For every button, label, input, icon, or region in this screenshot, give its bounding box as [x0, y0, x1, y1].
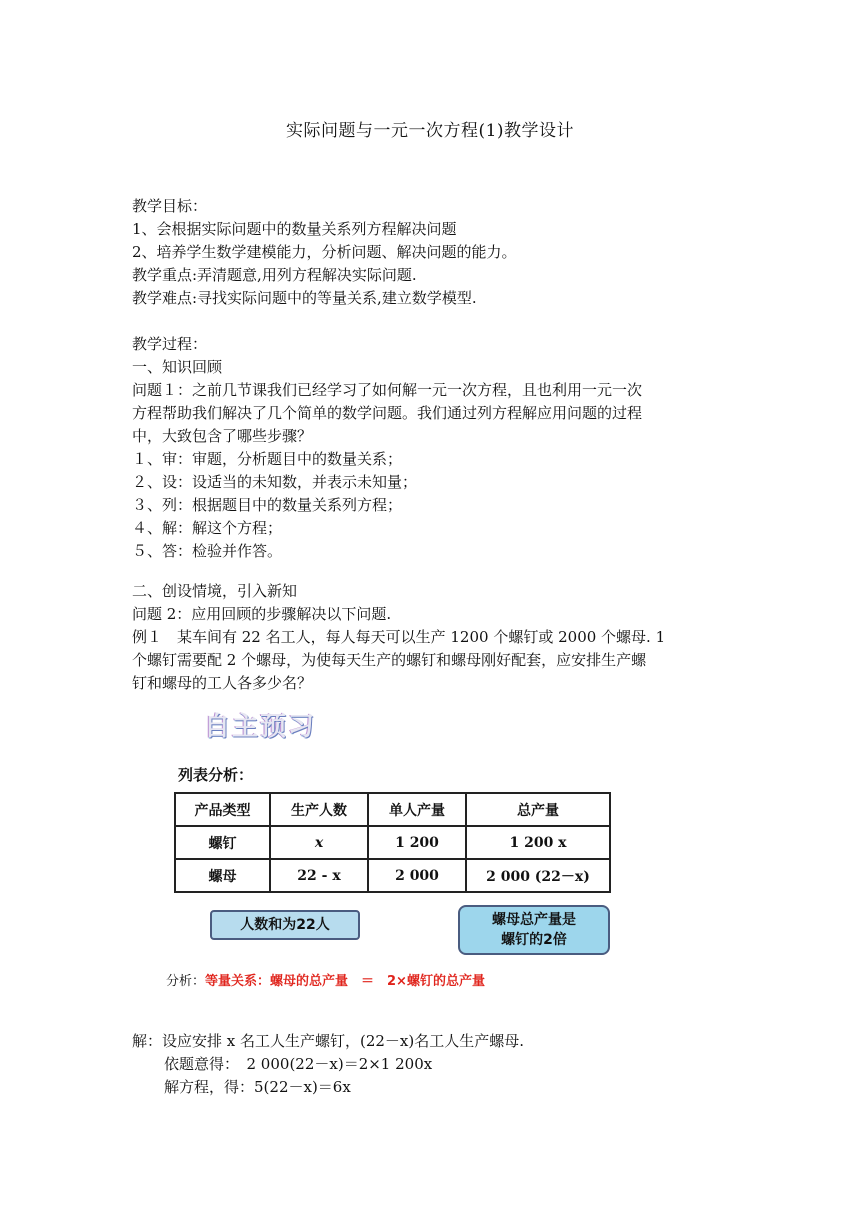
analysis-figure	[166, 700, 616, 1000]
objective-item: 2、培养学生数学建模能力，分析问题、解决问题的能力。	[132, 243, 517, 261]
step-item: ２、设：设适当的未知数，并表示未知量；	[132, 473, 418, 491]
analysis-table	[174, 792, 611, 893]
people-sum-box: 人数和为22人	[210, 910, 360, 940]
section-heading: 二、创设情境，引入新知	[132, 582, 298, 600]
table-row	[175, 859, 610, 892]
table-header-cell: 生产人数	[270, 793, 368, 826]
equality-relation: 等量关系：螺母的总产量 ＝ 2×螺钉的总产量	[205, 974, 485, 989]
nut-total-line: 螺母总产量是	[492, 912, 576, 928]
example-text: 个螺钉需要配 2 个螺母，为使每天生产的螺钉和螺母刚好配套，应安排生产螺	[132, 651, 647, 669]
step-item: ３、列：根据题目中的数量关系列方程；	[132, 496, 403, 514]
section-heading: 一、知识回顾	[132, 358, 223, 376]
table-header-cell: 总产量	[466, 793, 610, 826]
table-cell: 22 - x	[270, 859, 368, 892]
question-text: 问题１：之前几节课我们已经学习了如何解一元一次方程，且也利用一元一次	[132, 381, 643, 399]
analysis-line	[166, 970, 485, 989]
solution-line: 解：设应安排 x 名工人生产螺钉，(22－x)名工人生产螺母.	[132, 1032, 525, 1050]
question-text: 中，大致包含了哪些步骤？	[132, 427, 313, 445]
step-item: ４、解：解这个方程；	[132, 519, 283, 537]
table-cell: x	[270, 826, 368, 859]
table-cell: 2 000	[368, 859, 466, 892]
process-heading: 教学过程：	[132, 335, 208, 353]
step-item: ５、答：检验并作答。	[132, 542, 283, 560]
table-header-row	[175, 793, 610, 826]
analysis-label: 分析：	[166, 974, 206, 989]
table-cell: 螺母	[175, 859, 270, 892]
table-header-cell: 产品类型	[175, 793, 270, 826]
solution-line: 解方程，得：5(22－x)＝6x	[164, 1078, 351, 1096]
table-cell: 1 200	[368, 826, 466, 859]
step-item: １、审：审题，分析题目中的数量关系；	[132, 450, 403, 468]
nut-total-box	[458, 905, 610, 955]
key-point: 教学重点:弄清题意,用列方程解决实际问题.	[132, 266, 417, 284]
table-heading: 列表分析：	[178, 766, 254, 784]
nut-total-line: 螺钉的2倍	[501, 932, 567, 948]
solution-line: 依题意得： 2 000(22－x)＝2×1 200x	[164, 1055, 433, 1073]
difficulty: 教学难点:寻找实际问题中的等量关系,建立数学模型.	[132, 289, 477, 307]
document-title: 实际问题与一元一次方程(1)教学设计	[285, 121, 575, 141]
objective-item: 1、会根据实际问题中的数量关系列方程解决问题	[132, 220, 457, 238]
example-text: 钉和螺母的工人各多少名？	[132, 674, 313, 692]
table-header-cell: 单人产量	[368, 793, 466, 826]
preview-banner: 自主预习	[204, 712, 317, 742]
table-cell: 1 200 x	[466, 826, 610, 859]
table-cell: 螺钉	[175, 826, 270, 859]
table-row	[175, 826, 610, 859]
table-cell: 2 000 (22－x)	[466, 859, 610, 892]
example-text: 例１ 某车间有 22 名工人，每人每天可以生产 1200 个螺钉或 2000 个螺母. 1	[132, 628, 666, 646]
question-text: 问题 2：应用回顾的步骤解决以下问题.	[132, 605, 392, 623]
objectives-heading: 教学目标：	[132, 197, 208, 215]
question-text: 方程帮助我们解决了几个简单的数学问题。我们通过列方程解应用问题的过程	[132, 404, 643, 422]
